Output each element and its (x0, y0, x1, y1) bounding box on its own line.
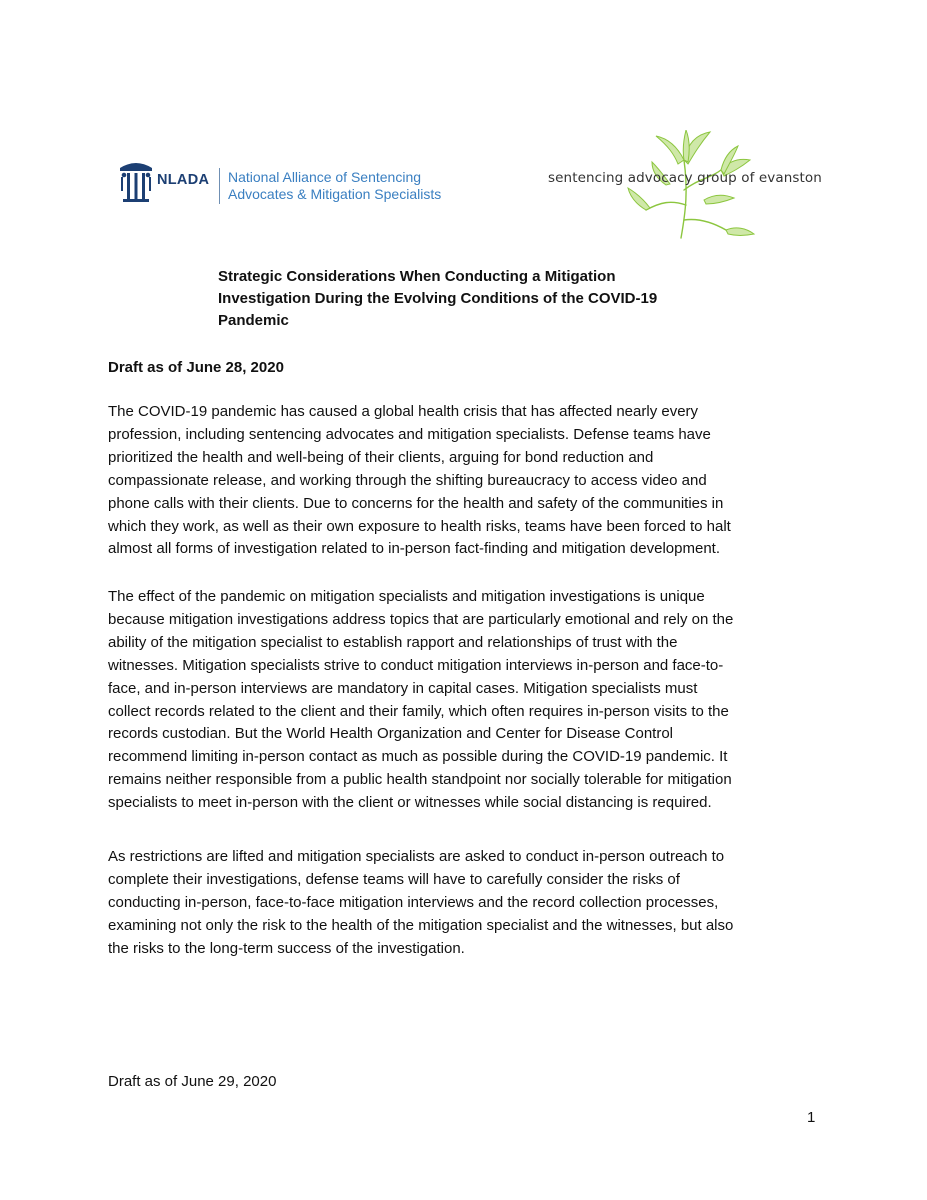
nlada-brand: NLADA (157, 172, 210, 188)
sage-logo (548, 130, 822, 240)
text-line: As restrictions are lifted and mitigation specialists are asked to conduct in-person outreach to (108, 848, 725, 865)
text-line: ability of the mitigation specialist to establish rapport and relationships of trust with the (108, 633, 678, 651)
paragraph-3 (108, 846, 828, 961)
nlada-name-line2: Advocates & Mitigation Specialists (228, 186, 442, 202)
logo-divider (219, 168, 220, 204)
draft-date-footer: Draft as of June 29, 2020 (108, 1073, 277, 1090)
text-line: recommend limiting in-person contact as much as possible during the COVID-19 pandemic. It (108, 748, 728, 766)
paragraph-1 (108, 401, 828, 561)
text-line: phone calls with their clients. Due to concerns for the health and safety of the communities in (108, 494, 724, 512)
text-line: The COVID-19 pandemic has caused a global health crisis that has affected nearly every (108, 403, 699, 420)
text-line: records custodian. But the World Health Organization and Center for Disease Control (108, 725, 674, 743)
pillar-icon (118, 160, 154, 204)
text-line: examining not only the risk to the health of the mitigation specialist and the witnesses, but also (108, 916, 734, 934)
text-line: almost all forms of investigation related to in-person fact-finding and mitigation development. (108, 540, 720, 558)
text-line: compassionate release, and working through the shifting bureaucracy to access video and (108, 471, 707, 489)
title-line: Strategic Considerations When Conducting a Mitigation (218, 268, 616, 285)
paragraph-2 (108, 586, 828, 815)
sage-name: sentencing advocacy group of evanston (548, 170, 822, 186)
text-line: witnesses. Mitigation specialists strive to conduct mitigation interviews in-person and face-to- (108, 656, 724, 674)
text-line: because mitigation investigations address topics that are particularly emotional and rely on the (108, 610, 734, 628)
text-line: profession, including sentencing advocates and mitigation specialists. Defense teams have (108, 425, 711, 443)
text-line: specialists to meet in-person with the client or witnesses while social distancing is required. (108, 794, 712, 812)
text-line: collect records related to the client and their family, which often requires in-person visits to the (108, 702, 729, 720)
document-title (218, 266, 718, 332)
text-line: The effect of the pandemic on mitigation specialists and mitigation investigations is unique (108, 588, 705, 605)
nlada-logo (118, 158, 458, 208)
page-number: 1 (807, 1109, 816, 1126)
nlada-full-name (228, 169, 441, 203)
text-line: face, and in-person interviews are mandatory in capital cases. Mitigation specialists must (108, 679, 698, 697)
text-line: which they work, as well as their own exposure to health risks, teams have been forced to halt (108, 517, 731, 535)
text-line: conducting in-person, face-to-face mitigation interviews and the record collection processes, (108, 893, 719, 911)
title-line: Investigation During the Evolving Conditions of the COVID-19 (218, 290, 658, 307)
text-line: remains neither responsible from a public health standpoint nor socially tolerable for mitigation (108, 771, 732, 789)
title-line: Pandemic (218, 312, 289, 329)
nlada-name-line1: National Alliance of Sentencing (228, 169, 422, 185)
text-line: prioritized the health and well-being of their clients, arguing for bond reduction and (108, 448, 654, 466)
text-line: complete their investigations, defense teams will have to carefully consider the risks of (108, 870, 680, 888)
draft-date-heading: Draft as of June 28, 2020 (108, 359, 284, 376)
text-line: the risks to the long-term success of the investigation. (108, 939, 465, 957)
